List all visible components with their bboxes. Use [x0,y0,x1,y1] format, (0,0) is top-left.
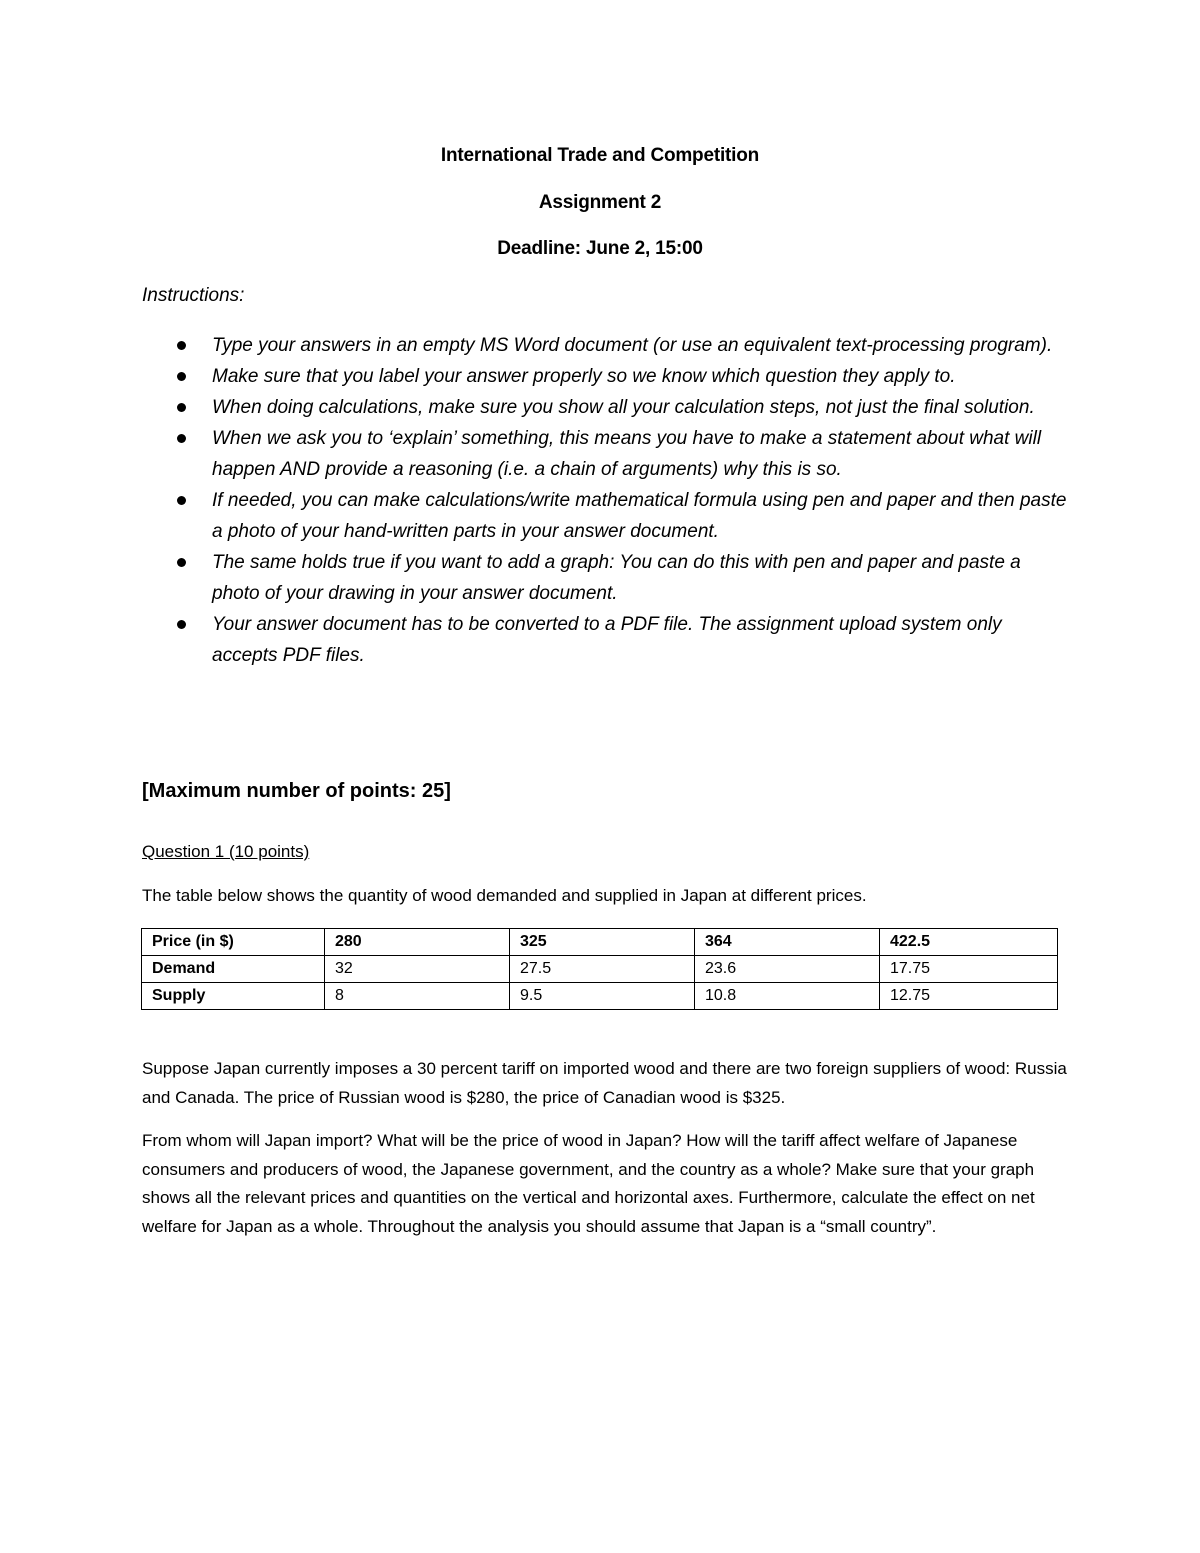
instruction-item: The same holds true if you want to add a graph: You can do this with pen and paper and paste a photo of your drawing in your answer document. [142,547,1072,609]
bullet-icon [177,341,186,350]
instruction-item: Type your answers in an empty MS Word document (or use an equivalent text-processing program). [142,330,1072,361]
assignment-label: Assignment 2 [538,192,662,213]
instructions-label: Instructions: [142,285,245,306]
row-header: Price (in $) [142,929,325,956]
bullet-icon [177,372,186,381]
instructions-list [142,330,1072,671]
bullet-icon [177,403,186,412]
row-header: Supply [142,983,325,1010]
table-cell: 8 [325,983,510,1010]
table-row [142,983,1058,1010]
table-cell: 9.5 [510,983,695,1010]
table-cell: 364 [695,929,880,956]
max-points: [Maximum number of points: 25] [142,780,451,802]
table-cell: 10.8 [695,983,880,1010]
instruction-item: Make sure that you label your answer properly so we know which question they apply to. [142,361,1072,392]
table-row [142,929,1058,956]
question-1-paragraph-1: Suppose Japan currently imposes a 30 percent tariff on imported wood and there are two foreign suppliers of wood: Russia and Canada. The price of Russian wood is $280, the price of Canadian wood is $325. [142,1059,1067,1107]
table-cell: 12.75 [880,983,1058,1010]
table-cell: 27.5 [510,956,695,983]
instruction-item: Your answer document has to be converted to a PDF file. The assignment upload system only accepts PDF files. [142,609,1072,671]
table-cell: 280 [325,929,510,956]
table-cell: 32 [325,956,510,983]
table-cell: 325 [510,929,695,956]
instruction-item: If needed, you can make calculations/write mathematical formula using pen and paper and then paste a photo of your hand-written parts in your answer document. [142,485,1072,547]
bullet-icon [177,558,186,567]
table-cell: 422.5 [880,929,1058,956]
bullet-icon [177,496,186,505]
bullet-icon [177,620,186,629]
instruction-item: When doing calculations, make sure you show all your calculation steps, not just the final solution. [142,392,1072,423]
document-title: International Trade and Competition [440,145,760,166]
question-1-heading: Question 1 (10 points) [142,842,310,861]
price-demand-supply-table [141,928,1058,1010]
instruction-item: When we ask you to ‘explain’ something, this means you have to make a statement about what will happen AND provide a reasoning (i.e. a chain of arguments) why this is so. [142,423,1072,485]
question-1-paragraph-2: From whom will Japan import? What will be the price of wood in Japan? How will the tariff affect welfare of Japanese consumers and producers of wood, the Japanese government, and the country as a whole? Make sure that your graph shows all the relevant prices and quantities on the vertical and horizontal axes. Furthermore, calculate the effect on net welfare for Japan as a whole. Throughout the analysis you should assume that Japan is a “small country”. [142,1131,1035,1236]
table-cell: 17.75 [880,956,1058,983]
deadline: Deadline: June 2, 15:00 [497,238,703,259]
question-1-intro: The table below shows the quantity of wood demanded and supplied in Japan at different prices. [142,886,867,905]
bullet-icon [177,434,186,443]
row-header: Demand [142,956,325,983]
table-row [142,956,1058,983]
table-cell: 23.6 [695,956,880,983]
